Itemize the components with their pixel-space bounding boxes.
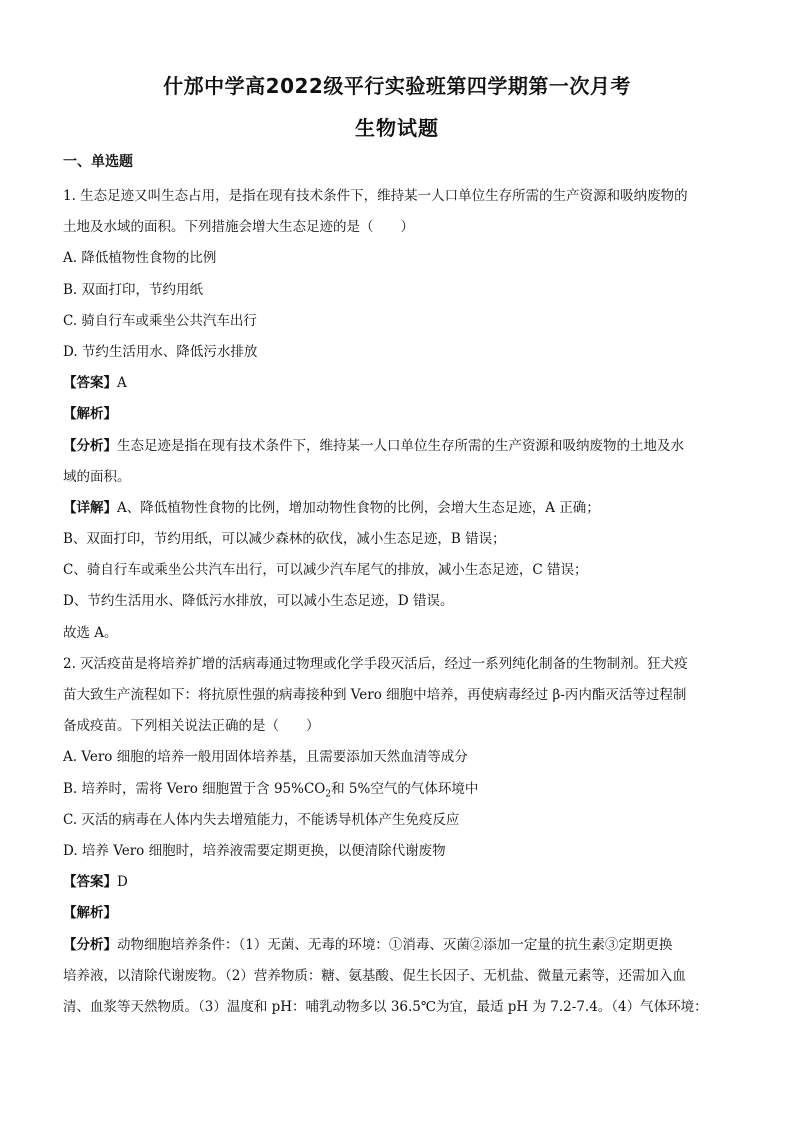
section-heading: 一、单选题: [63, 154, 133, 170]
document-body: [63, 181, 731, 1023]
xiangjie-tag: 【详解】: [63, 499, 117, 516]
analysis-tag: 【解析】: [63, 905, 117, 922]
q1-stem-line-1: 1. 生态足迹又叫生态占用，是指在现有技术条件下，维持某一人口单位生存所需的生产资源和吸纳废物的: [63, 188, 688, 204]
q1-fenxi-line-2: 域的面积。: [63, 468, 131, 485]
q2-stem-line-1: 2. 灭活疫苗是将培养扩增的活病毒通过物理或化学手段灭活后，经过一系列纯化制备的生物制剂。狂犬疫: [63, 655, 688, 672]
q1-detail-line-d: D、节约生活用水、降低污水排放，可以减小生态足迹，D 错误。: [63, 593, 454, 610]
q1-analysis-heading: [63, 399, 731, 430]
analysis-tag: 【解析】: [63, 406, 117, 423]
fenxi-tag: 【分析】: [63, 437, 117, 454]
document-title: 什邡中学高2022级平行实验班第四学期第一次月考: [163, 74, 631, 98]
q1-detail-line-b: B、双面打印，节约用纸，可以减少森林的砍伐，减小生态足迹，B 错误；: [63, 531, 506, 548]
q2-option-b-subscript: 2: [325, 789, 332, 800]
answer-value: A: [117, 375, 127, 392]
q1-option-b: B. 双面打印，节约用纸: [63, 281, 204, 298]
q2-option-b-post: 和 5%空气的气体环境中: [331, 780, 479, 797]
fenxi-text: 动物细胞培养条件：（1）无菌、无毒的环境：①消毒、灭菌②添加一定量的抗生素③定期更换: [117, 936, 673, 953]
fenxi-text: 生态足迹是指在现有技术条件下，维持某一人口单位生存所需的生产资源和吸纳废物的土地及水: [117, 437, 684, 454]
q1-answer: [63, 368, 731, 399]
q2-option-a: A. Vero 细胞的培养一般用固体培养基，且需要添加天然血清等成分: [63, 749, 468, 766]
q1-option-a: A. 降低植物性食物的比例: [63, 250, 217, 267]
q2-fenxi-line-2: 培养液，以清除代谢废物。（2）营养物质：糖、氨基酸、促生长因子、无机盐、微量元素等，还需加入血: [63, 967, 686, 984]
q2-stem-line-3: 备成疫苗。下列相关说法正确的是（ ）: [63, 718, 320, 735]
document-subtitle: 生物试题: [355, 116, 439, 140]
q2-fenxi-line-3: 清、血浆等天然物质。（3）温度和 pH：哺乳动物多以 36.5℃为宜，最适 pH 为 7.2-7.4。（4）气体环境：: [63, 998, 708, 1015]
xiangjie-text: A、降低植物性食物的比例，增加动物性食物的比例，会增大生态足迹，A 正确；: [117, 499, 600, 516]
q1-option-d: D. 节约生活用水、降低污水排放: [63, 343, 258, 360]
fenxi-tag: 【分析】: [63, 936, 117, 953]
q2-option-b: [63, 774, 731, 805]
q2-answer: [63, 867, 731, 898]
q1-conclusion: 故选 A。: [63, 624, 118, 641]
q2-stem-line-2: 苗大致生产流程如下：将抗原性强的病毒接种到 Vero 细胞中培养，再使病毒经过 β-丙内酯灭活等过程制: [63, 687, 687, 703]
q2-option-b-pre: B. 培养时，需将 Vero 细胞置于含 95%CO: [63, 780, 326, 797]
q2-option-d: D. 培养 Vero 细胞时，培养液需要定期更换，以便清除代谢废物: [63, 842, 446, 859]
q2-analysis-heading: [63, 898, 731, 929]
q1-option-c: C. 骑自行车或乘坐公共汽车出行: [63, 312, 257, 329]
q2-option-c: C. 灭活的病毒在人体内失去增殖能力，不能诱导机体产生免疫反应: [63, 811, 460, 828]
q1-fenxi-line-1: [63, 431, 731, 462]
answer-value: D: [117, 874, 128, 891]
q1-detail-line-c: C、骑自行车或乘坐公共汽车出行，可以减少汽车尾气的排放，减小生态足迹，C 错误；: [63, 562, 588, 579]
q1-stem-line-2: 土地及水域的面积。下列措施会增大生态足迹的是（ ）: [63, 219, 414, 236]
q1-detail-line-1: [63, 493, 731, 524]
q2-fenxi-line-1: [63, 930, 731, 961]
answer-tag: 【答案】: [63, 375, 117, 392]
answer-tag: 【答案】: [63, 874, 117, 891]
